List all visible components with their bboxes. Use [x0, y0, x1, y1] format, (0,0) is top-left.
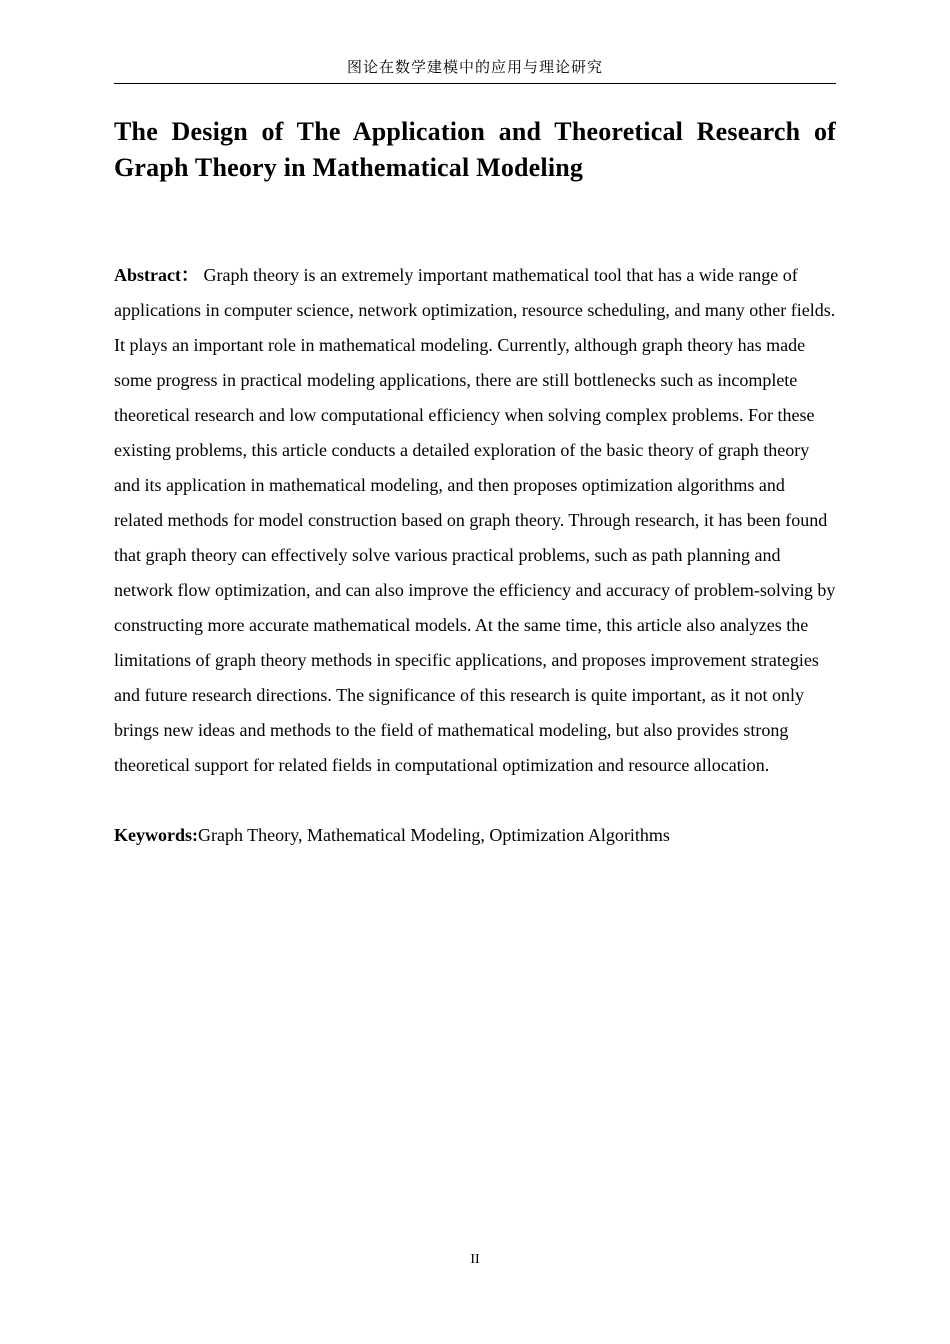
keywords-label: Keywords:: [114, 825, 198, 845]
page-header: [114, 58, 836, 84]
page-number: II: [470, 1252, 480, 1267]
document-title: The Design of The Application and Theoretical Research of Graph Theory in Mathematical Modeling: [114, 117, 836, 182]
running-head-title: 图论在数学建模中的应用与理论研究: [346, 60, 603, 76]
keywords-text: Graph Theory, Mathematical Modeling, Optimization Algorithms: [198, 825, 670, 845]
abstract-text: Graph theory is an extremely important mathematical tool that has a wide range of applications in computer science, network optimization, resource scheduling, and many other fields. It plays an important role in mathematical modeling. Currently, although graph theory has made some progress in practical modeling applications, there are still bottlenecks such as incomplete theoretical research and low computational efficiency when solving complex problems. For these existing problems, this article conducts a detailed exploration of the basic theory of graph theory and its application in mathematical modeling, and then proposes optimization algorithms and related methods for model construction based on graph theory. Through research, it has been found that graph theory can effectively solve various practical problems, such as path planning and network flow optimization, and can also improve the efficiency and accuracy of problem-solving by constructing more accurate mathematical models. At the same time, this article also analyzes the limitations of graph theory methods in specific applications, and proposes improvement strategies and future research directions. The significance of this research is quite important, as it not only brings new ideas and methods to the field of mathematical modeling, but also provides strong theoretical support for related fields in computational optimization and resource allocation.: [114, 265, 836, 775]
abstract-label: Abstract：: [114, 265, 199, 285]
keywords-line: [114, 818, 836, 853]
abstract-paragraph: [114, 258, 836, 783]
